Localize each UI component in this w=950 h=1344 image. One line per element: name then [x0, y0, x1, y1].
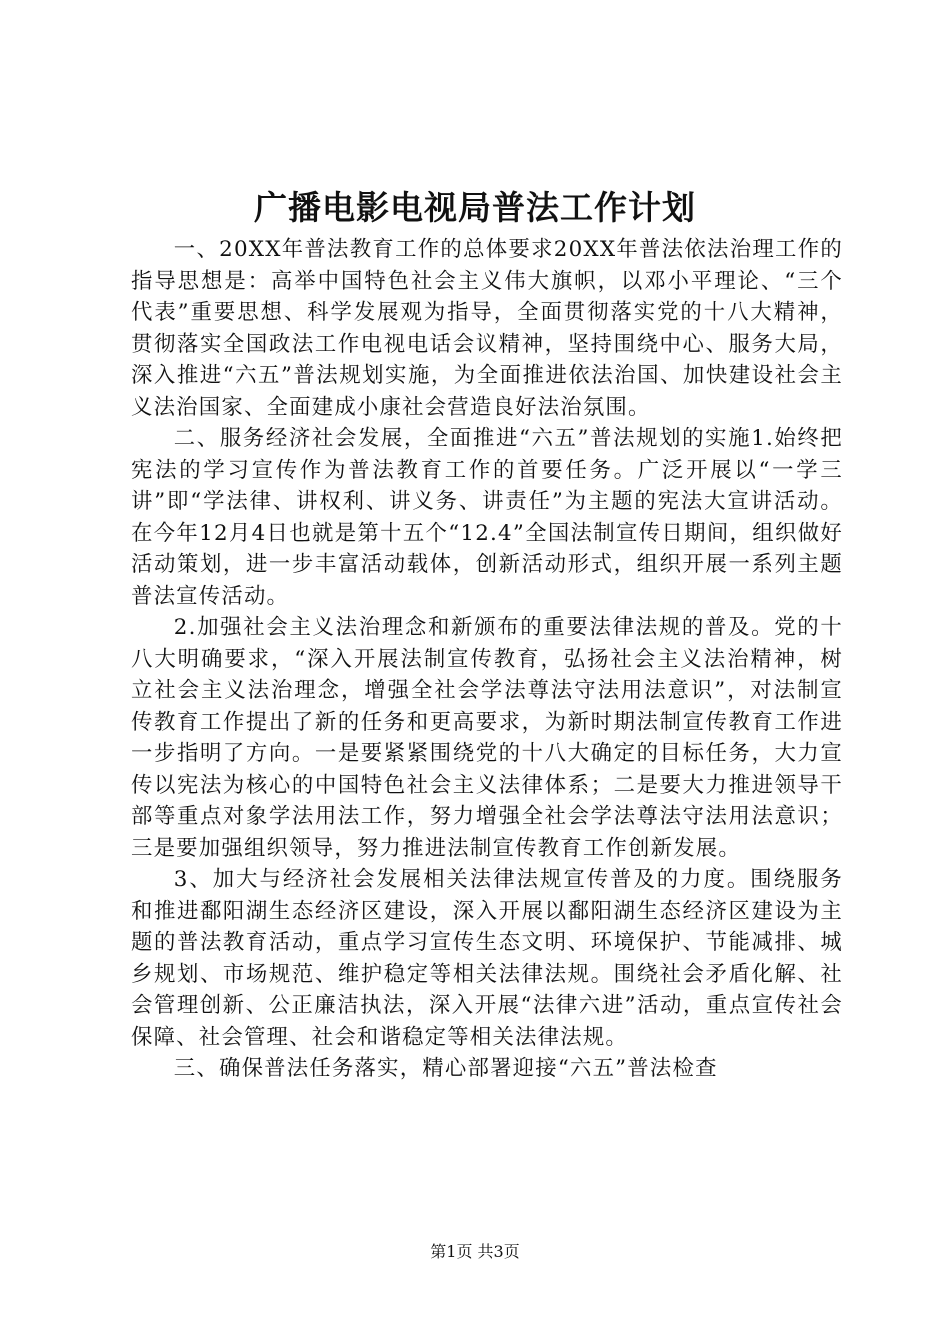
paragraph-rule-of-law-concepts: 2.加强社会主义法治理念和新颁布的重要法律法规的普及。党的十八大明确要求，“深入开展法制宣传教育，弘扬社会主义法治精神，树立社会主义法治理念，增强全社会学法尊法守法用法意识”，对法制宣传教育工作提出了新的任务和更高要求，为新时期法制宣传教育工作进一步指明了方向。一是要紧紧围绕党的十八大确定的目标任务，大力宣传以宪法为核心的中国特色社会主义法律体系；二是要大力推进领导干部等重点对象学法用法工作，努力增强全社会学法尊法守法用法意识；三是要加强组织领导，努力推进法制宣传教育工作创新发展。 [131, 615, 843, 861]
paragraph-general-requirements: 一、20XX年普法教育工作的总体要求20XX年普法依法治理工作的指导思想是：高举中国特色社会主义伟大旗帜，以邓小平理论、“三个代表”重要思想、科学发展观为指导，全面贯彻落实党的十八大精神，贯彻落实全国政法工作电视电话会议精神，坚持围绕中心、服务大局，深入推进“六五”普法规划实施，为全面推进依法治国、加快建设社会主义法治国家、全面建成小康社会营造良好法治氛围。 [131, 237, 843, 420]
document-title: 广播电影电视局普法工作计划 [254, 188, 696, 227]
page-footer: 第1页 共3页 [430, 1242, 520, 1261]
document-body [131, 234, 843, 1085]
paragraph-serve-economic-development: 二、服务经济社会发展，全面推进“六五”普法规划的实施1.始终把宪法的学习宣传作为普法教育工作的首要任务。广泛开展以“一学三讲”即“学法律、讲权利、讲义务、讲责任”为主题的宪法大宣讲活动。在今年12月4日也就是第十五个“12.4”全国法制宣传日期间，组织做好活动策划，进一步丰富活动载体，创新活动形式，组织开展一系列主题普法宣传活动。 [131, 426, 843, 609]
paragraph-ensure-implementation: 三、确保普法任务落实，精心部署迎接“六五”普法检查 [173, 1056, 718, 1081]
paragraph-laws-publicity: 3、加大与经济社会发展相关法律法规宣传普及的力度。围绕服务和推进鄱阳湖生态经济区建设，深入开展以鄱阳湖生态经济区建设为主题的普法教育活动，重点学习宣传生态文明、环境保护、节能减排、城乡规划、市场规范、维护稳定等相关法律法规。围绕社会矛盾化解、社会管理创新、公正廉洁执法，深入开展“法律六进”活动，重点宣传社会保障、社会管理、社会和谐稳定等相关法律法规。 [131, 867, 843, 1050]
